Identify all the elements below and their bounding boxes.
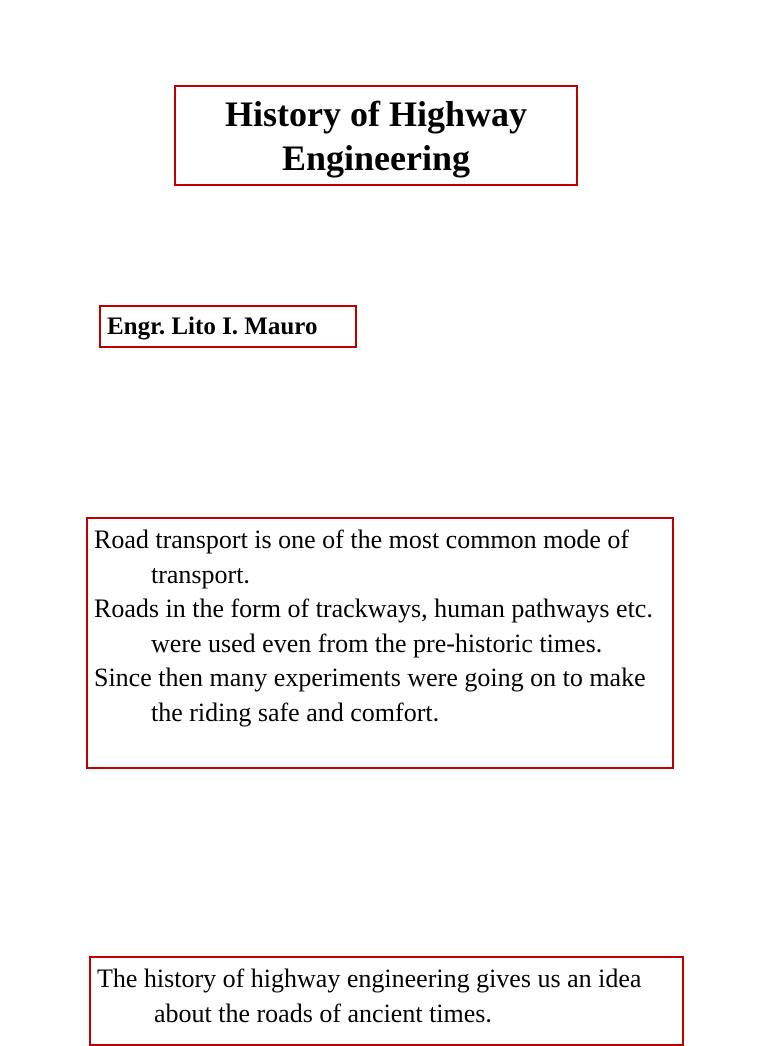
- page-title-line-2: Engineering: [281, 137, 470, 178]
- intro-text-box: [86, 517, 674, 769]
- intro-paragraph: Road transport is one of the most common mode of transport.: [94, 525, 630, 589]
- intro-paragraph: Since then many experiments were going on to make the riding safe and comfort.: [94, 663, 646, 727]
- intro-paragraph: Roads in the form of trackways, human pathways etc. were used even from the pre-historic times.: [94, 594, 653, 658]
- author-box: [99, 305, 357, 348]
- author-name: Engr. Lito I. Mauro: [107, 312, 318, 340]
- history-paragraph: The history of highway engineering gives us an idea about the roads of ancient times.: [97, 964, 642, 1028]
- title-box: [174, 85, 578, 186]
- history-text-box: [89, 956, 684, 1046]
- page-title-line-1: History of Highway: [225, 93, 527, 134]
